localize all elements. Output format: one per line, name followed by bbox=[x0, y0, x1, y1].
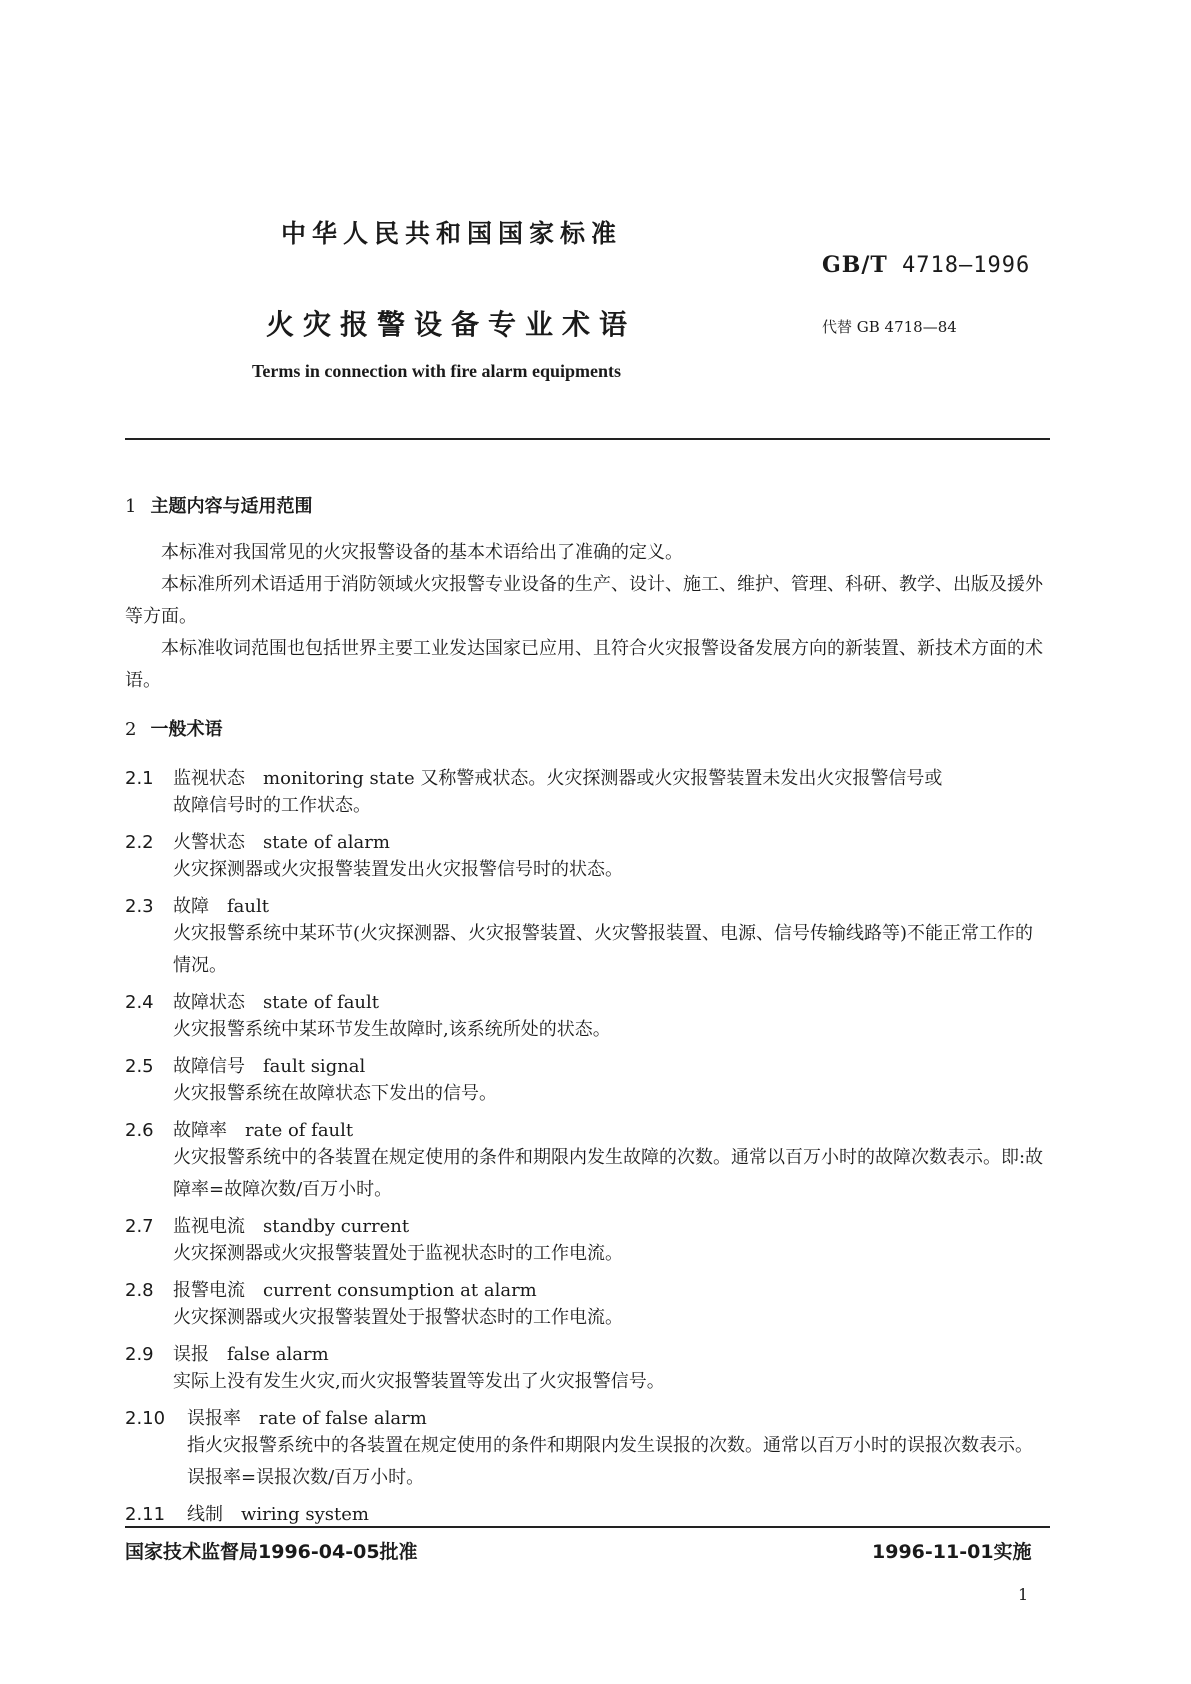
effective-date: 1996-11-01实施 bbox=[872, 1541, 1032, 1563]
term-definition: 故障信号时的工作状态。 bbox=[173, 795, 371, 816]
term-number: 2.3 bbox=[125, 896, 154, 917]
section-number: 2 bbox=[125, 719, 137, 740]
term-definition: 火灾探测器或火灾报警装置发出火灾报警信号时的状态。 bbox=[173, 859, 623, 880]
term-heading bbox=[125, 1276, 537, 1302]
term-en: state of alarm bbox=[263, 832, 390, 853]
term-number: 2.8 bbox=[125, 1280, 154, 1301]
section-number: 1 bbox=[125, 496, 137, 517]
term-number: 2.7 bbox=[125, 1216, 154, 1237]
term-heading bbox=[125, 1116, 353, 1142]
term-heading bbox=[125, 1052, 365, 1078]
term-en: rate of fault bbox=[245, 1120, 354, 1141]
header-divider bbox=[125, 438, 1050, 440]
section-1-heading bbox=[125, 492, 312, 518]
term-en: rate of false alarm bbox=[259, 1408, 427, 1429]
approval-date: 国家技术监督局1996-04-05批准 bbox=[125, 1541, 418, 1563]
standard-number-prefix: GB/T bbox=[822, 252, 888, 278]
term-number: 2.9 bbox=[125, 1344, 154, 1365]
term-definition: 火灾探测器或火灾报警装置处于报警状态时的工作电流。 bbox=[173, 1307, 623, 1328]
term-cn: 监视状态 bbox=[173, 768, 245, 789]
term-heading bbox=[125, 1404, 427, 1430]
term-cn: 故障率 bbox=[173, 1120, 227, 1141]
term-cn: 线制 bbox=[187, 1504, 223, 1525]
term-definition: 指火灾报警系统中的各装置在规定使用的条件和期限内发生误报的次数。通常以百万小时的误报次数表示。误报率=误报次数/百万小时。 bbox=[187, 1435, 1033, 1488]
term-number: 2.5 bbox=[125, 1056, 154, 1077]
term-en: wiring system bbox=[241, 1504, 369, 1525]
term-en: monitoring state 又称警戒状态。火灾探测器或火灾报警装置未发出火灾报警信号或 bbox=[263, 768, 943, 789]
page-number: 1 bbox=[1018, 1585, 1029, 1604]
term-heading bbox=[125, 1340, 329, 1366]
term-cn: 故障状态 bbox=[173, 992, 245, 1013]
term-heading bbox=[125, 828, 390, 854]
section-title: 主题内容与适用范围 bbox=[150, 496, 313, 517]
term-heading bbox=[125, 1500, 369, 1526]
paragraph: 本标准收词范围也包括世界主要工业发达国家已应用、且符合火灾报警设备发展方向的新装置、新技术方面的术语。 bbox=[125, 638, 1043, 691]
term-cn: 报警电流 bbox=[173, 1280, 245, 1301]
term-number: 2.1 bbox=[125, 768, 154, 789]
term-cn: 故障信号 bbox=[173, 1056, 245, 1077]
term-number: 2.2 bbox=[125, 832, 154, 853]
term-heading bbox=[125, 764, 942, 790]
standard-number bbox=[822, 252, 1030, 278]
term-cn: 误报 bbox=[173, 1344, 209, 1365]
term-cn: 故障 bbox=[173, 896, 209, 917]
term-heading bbox=[125, 1212, 409, 1238]
section-title: 一般术语 bbox=[150, 719, 223, 740]
term-en: state of fault bbox=[263, 992, 380, 1013]
term-definition: 实际上没有发生火灾,而火灾报警装置等发出了火灾报警信号。 bbox=[173, 1371, 665, 1392]
term-definition: 火灾报警系统中的各装置在规定使用的条件和期限内发生故障的次数。通常以百万小时的故障次数表示。即:故障率=故障次数/百万小时。 bbox=[173, 1147, 1044, 1200]
term-definition: 火灾报警系统中某环节(火灾探测器、火灾报警装置、火灾警报装置、电源、信号传输线路等)不能正常工作的情况。 bbox=[173, 923, 1034, 976]
term-en: fault signal bbox=[263, 1056, 366, 1077]
paragraph: 本标准所列术语适用于消防领域火灾报警专业设备的生产、设计、施工、维护、管理、科研、教学、出版及援外等方面。 bbox=[125, 574, 1043, 627]
term-definition: 火灾报警系统在故障状态下发出的信号。 bbox=[173, 1083, 497, 1104]
document-title-cn: 火灾报警设备专业术语 bbox=[266, 308, 637, 341]
term-en: standby current bbox=[263, 1216, 410, 1237]
section-2-heading bbox=[125, 715, 222, 741]
term-number: 2.6 bbox=[125, 1120, 154, 1141]
footer-divider bbox=[125, 1526, 1050, 1528]
term-definition: 火灾报警系统中某环节发生故障时,该系统所处的状态。 bbox=[173, 1019, 611, 1040]
term-definition: 火灾探测器或火灾报警装置处于监视状态时的工作电流。 bbox=[173, 1243, 623, 1264]
term-en: false alarm bbox=[227, 1344, 329, 1365]
term-number: 2.11 bbox=[125, 1504, 166, 1525]
standard-number-value: 4718—1996 bbox=[902, 253, 1031, 278]
term-cn: 火警状态 bbox=[173, 832, 245, 853]
term-number: 2.4 bbox=[125, 992, 154, 1013]
replaces-note: 代替 GB 4718—84 bbox=[822, 318, 957, 336]
document-title-en: Terms in connection with fire alarm equipments bbox=[252, 361, 621, 381]
term-heading bbox=[125, 988, 379, 1014]
paragraph: 本标准对我国常见的火灾报警设备的基本术语给出了准确的定义。 bbox=[161, 542, 683, 563]
term-en: current consumption at alarm bbox=[263, 1280, 537, 1301]
national-standard-title: 中华人民共和国国家标准 bbox=[281, 219, 623, 248]
term-number: 2.10 bbox=[125, 1408, 166, 1429]
term-cn: 误报率 bbox=[187, 1408, 241, 1429]
term-en: fault bbox=[227, 896, 269, 917]
term-heading bbox=[125, 892, 269, 918]
term-cn: 监视电流 bbox=[173, 1216, 245, 1237]
